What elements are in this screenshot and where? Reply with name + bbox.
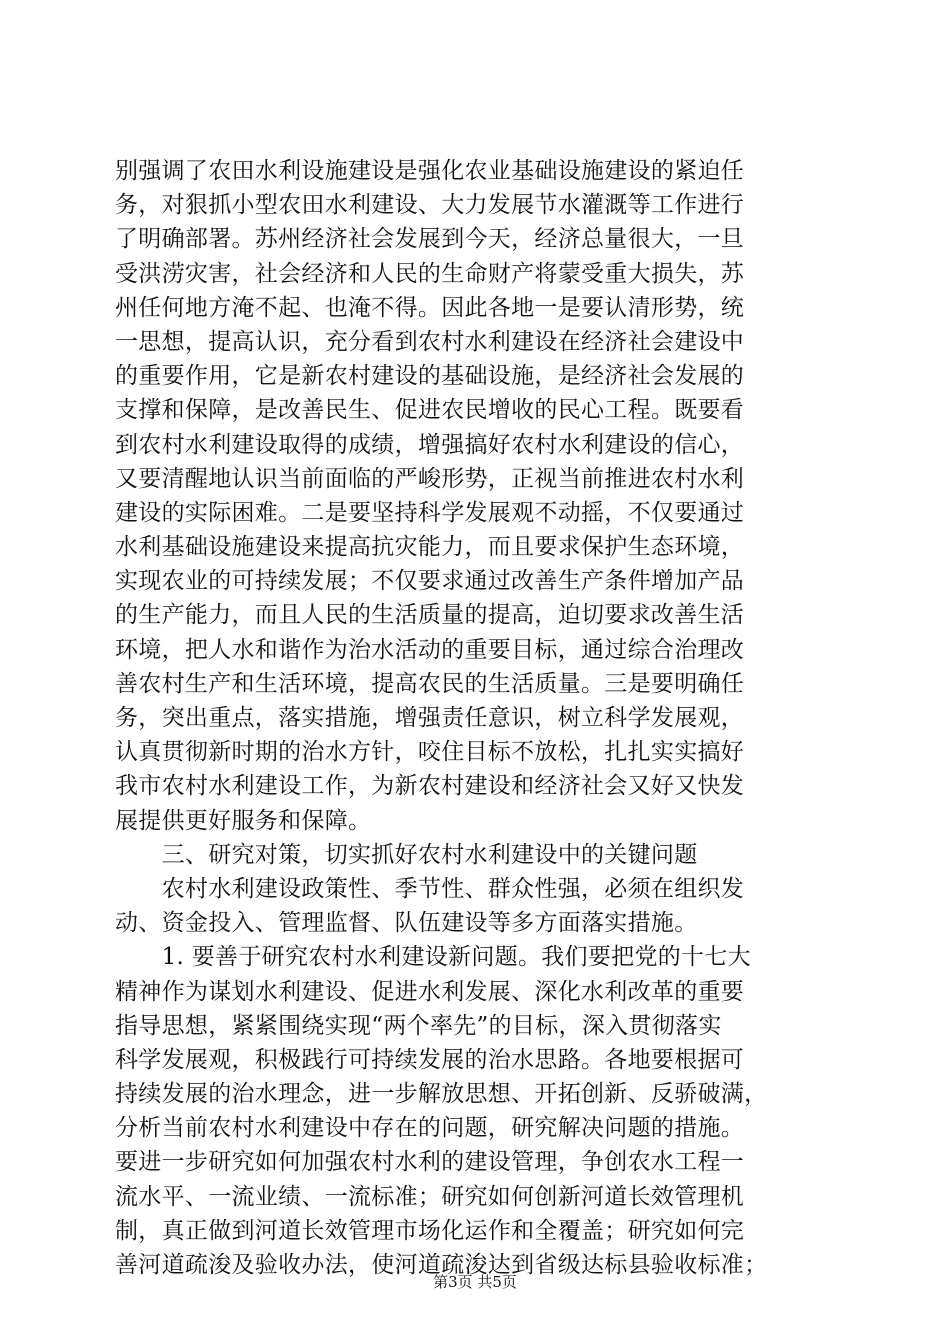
text-line: 分析当前农村水利建设中存在的问题，研究解决问题的措施。 (115, 1115, 745, 1142)
text-line: 制，真正做到河道长效管理市场化运作和全覆盖；研究如何完 (115, 1217, 745, 1244)
text-line: 农村水利建设政策性、季节性、群众性强，必须在组织发 (115, 875, 745, 902)
text-line: 动、资金投入、管理监督、队伍建设等多方面落实措施。 (115, 910, 698, 937)
text-line: 的重要作用，它是新农村建设的基础设施，是经济社会发展的 (115, 363, 745, 390)
text-line: 的生产能力，而且人民的生活质量的提高，迫切要求改善生活 (115, 602, 745, 629)
text-line: 建设的实际困难。二是要坚持科学发展观不动摇，不仅要通过 (115, 499, 745, 526)
text-line: 了明确部署。苏州经济社会发展到今天，经济总量很大，一旦 (115, 226, 745, 253)
text-line: 州任何地方淹不起、也淹不得。因此各地一是要认清形势，统 (115, 294, 745, 321)
text-line: 别强调了农田水利设施建设是强化农业基础设施建设的紧迫任 (115, 158, 745, 184)
text-line: 到农村水利建设取得的成绩，增强搞好农村水利建设的信心， (115, 431, 745, 458)
text-line: 精神作为谋划水利建设、促进水利发展、深化水利改革的重要 (115, 978, 745, 1005)
text-line: 受洪涝灾害，社会经济和人民的生命财产将蒙受重大损失，苏 (115, 260, 745, 287)
text-line: 环境，把人水和谐作为治水活动的重要目标，通过综合治理改 (115, 636, 745, 663)
section-heading: 三、研究对策，切实抓好农村水利建设中的关键问题 (115, 841, 698, 868)
text-line: 实现农业的可持续发展；不仅要求通过改善生产条件增加产品 (115, 568, 745, 595)
text-line: 善河道疏浚及验收办法，使河道疏浚达到省级达标县验收标准； (115, 1252, 768, 1278)
text-line: 认真贯彻新时期的治水方针，咬住目标不放松，扎扎实实搞好 (115, 739, 745, 766)
text-line: 要进一步研究如何加强农村水利的建设管理，争创农水工程一 (115, 1149, 745, 1176)
text-line: 持续发展的治水理念，进一步解放思想、开拓创新、反骄破满， (115, 1081, 768, 1108)
text-line: 支撑和保障，是改善民生、促进农民增收的民心工程。既要看 (115, 397, 745, 424)
text-line: 流水平、一流业绩、一流标准；研究如何创新河道长效管理机 (115, 1183, 745, 1210)
text-line: 又要清醒地认识当前面临的严峻形势，正视当前推进农村水利 (115, 465, 745, 492)
text-line: 科学发展观，积极践行可持续发展的治水思路。各地要根据可 (115, 1046, 745, 1073)
text-line: 一思想，提高认识，充分看到农村水利建设在经济社会建设中 (115, 328, 745, 355)
text-line: 务，突出重点，落实措施，增强责任意识，树立科学发展观， (115, 705, 745, 731)
text-line: 水利基础设施建设来提高抗灾能力，而且要求保护生态环境， (115, 534, 745, 561)
text-line: 展提供更好服务和保障。 (115, 807, 372, 834)
text-line: 指导思想，紧紧围绕实现“两个率先”的目标，深入贯彻落实 (115, 1012, 722, 1039)
document-body (115, 154, 840, 1282)
text-line: 务，对狠抓小型农田水利建设、大力发展节水灌溉等工作进行 (115, 192, 745, 219)
text-line: 善农村生产和生活环境，提高农民的生活质量。三是要明确任 (115, 670, 745, 697)
page-footer: 第3页 共5页 (433, 1273, 517, 1291)
text-line: 我市农村水利建设工作，为新农村建设和经济社会又好又快发 (115, 773, 745, 800)
text-line: 1. 要善于研究农村水利建设新问题。我们要把党的十七大 (115, 944, 751, 971)
